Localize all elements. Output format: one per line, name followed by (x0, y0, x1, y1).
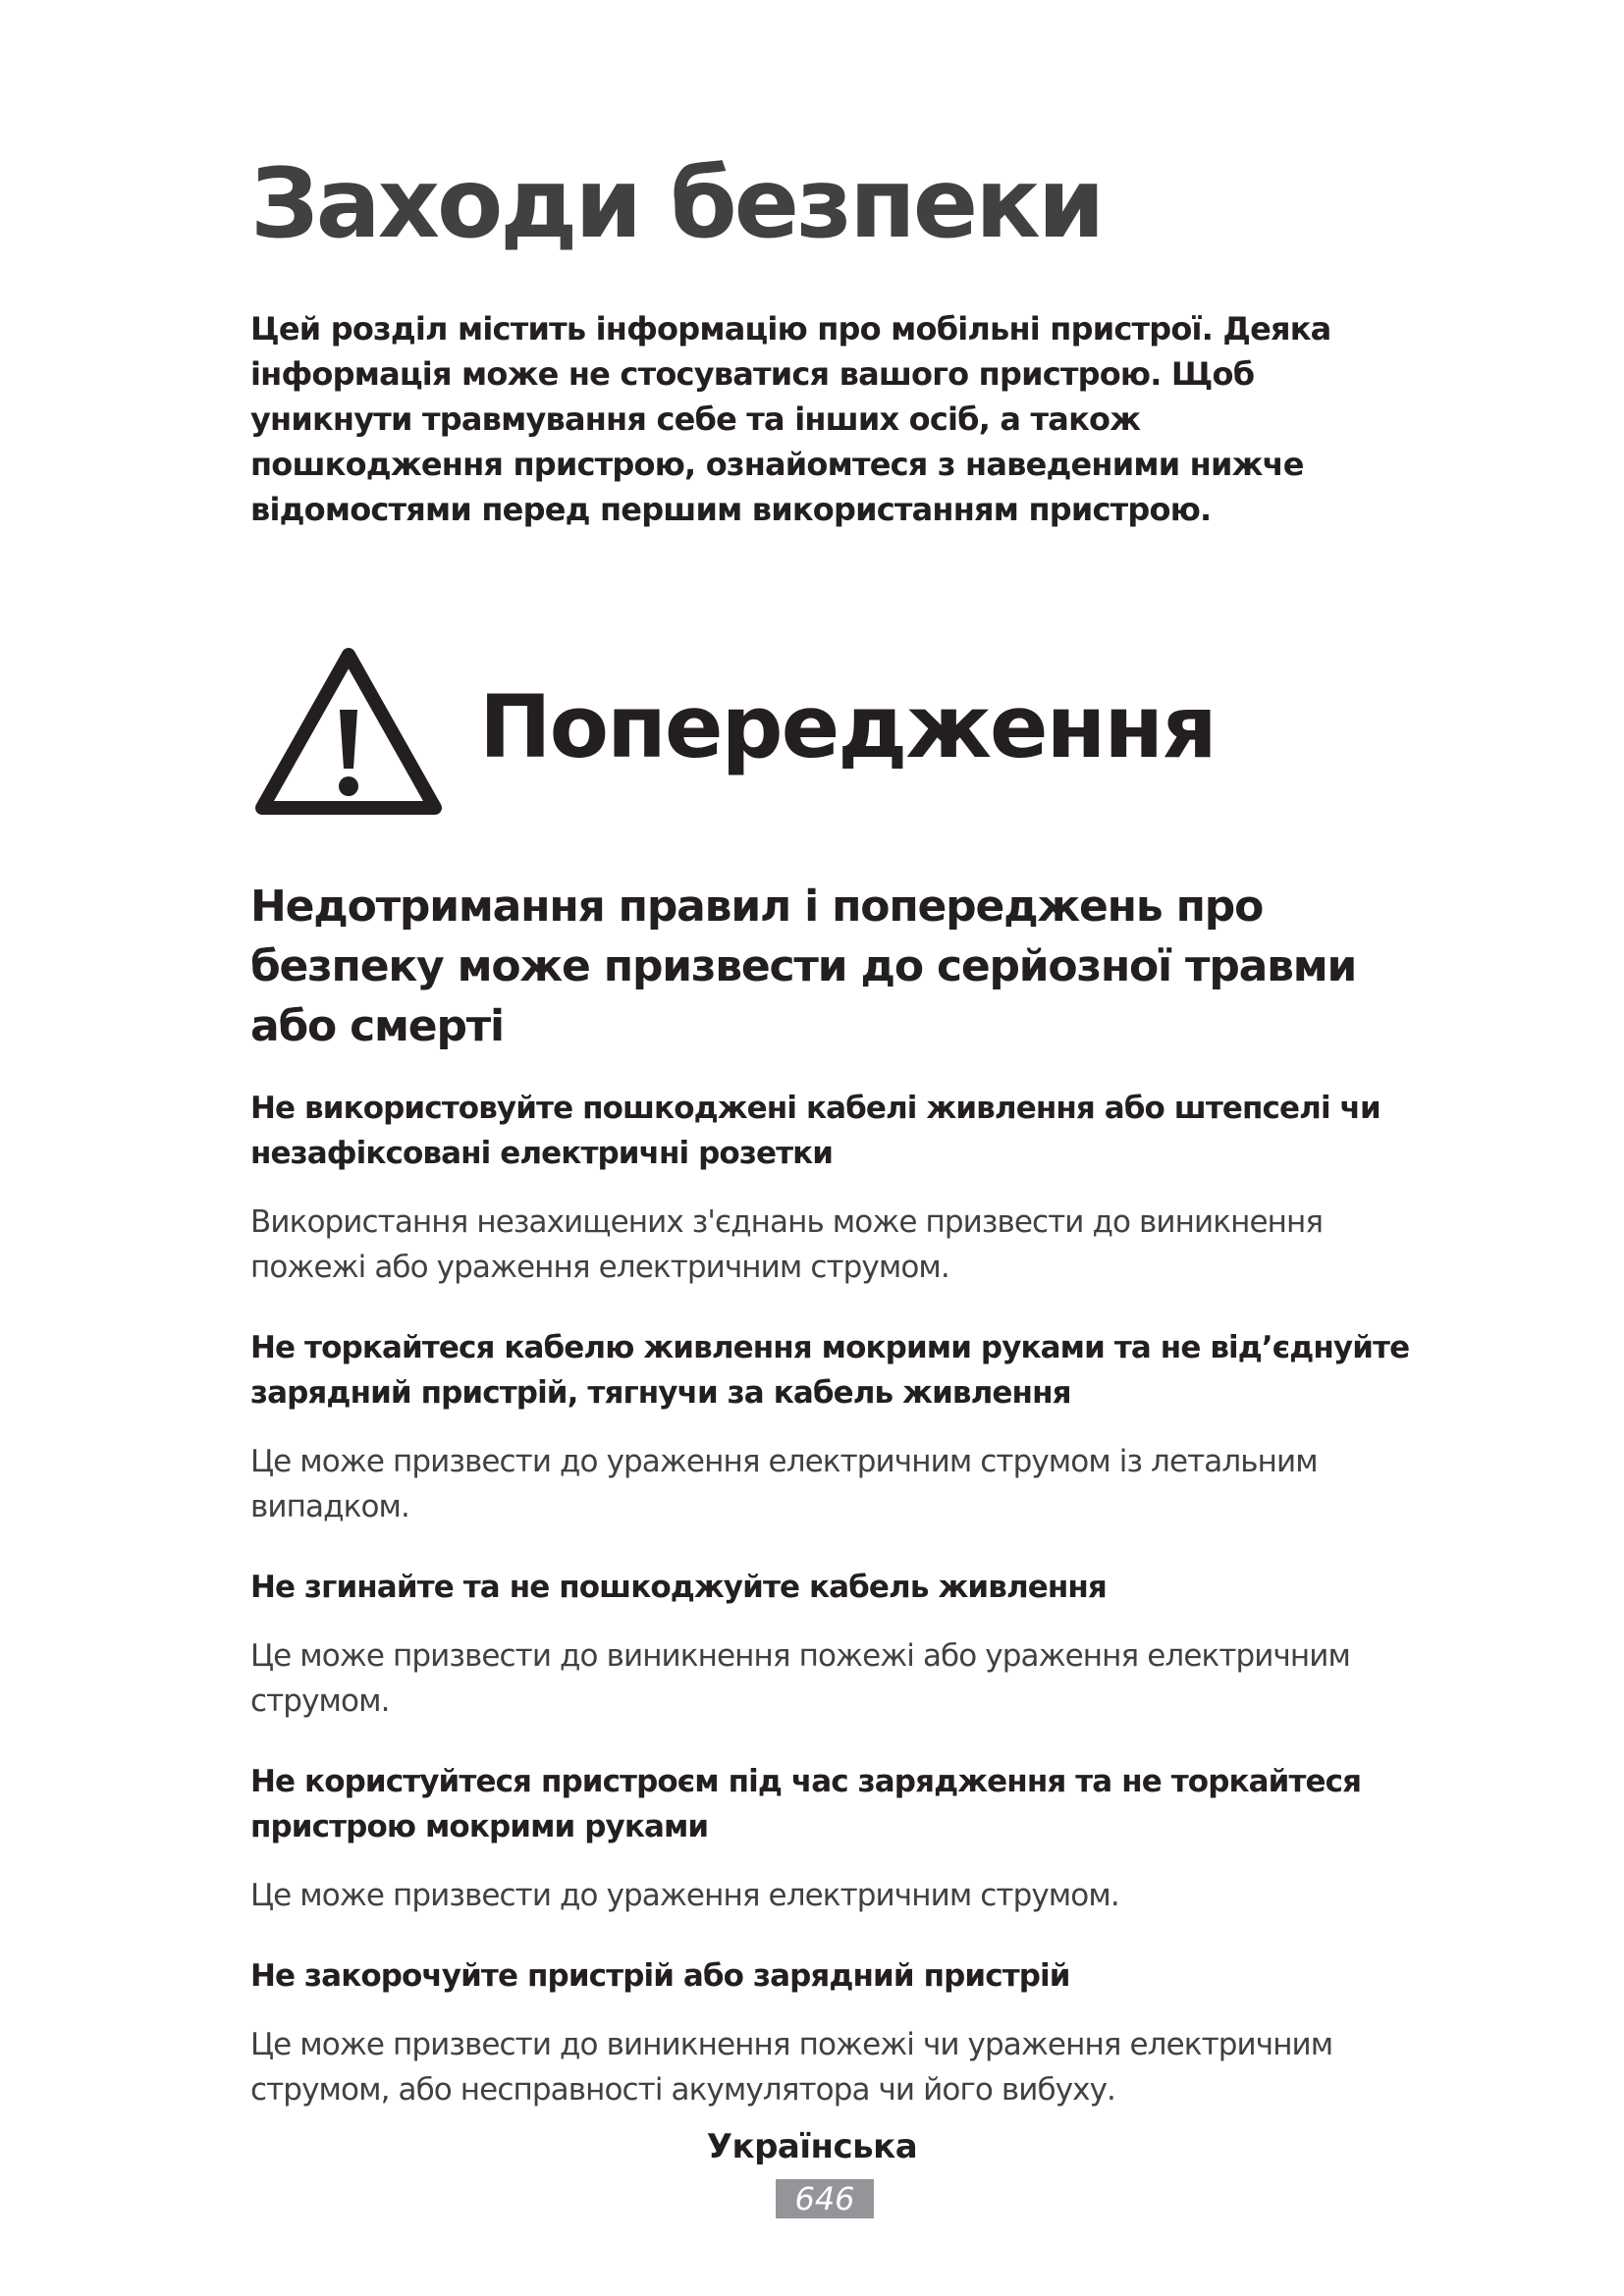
rule-body: Це може призвести до виникнення пожежі чи ураження електричним струмом, або несправності акумулятора чи його вибуху. (250, 2027, 1333, 2108)
rule-heading: Не закорочуйте пристрій або зарядний пристрій (250, 1958, 1070, 1994)
rule-heading: Не торкайтеся кабелю живлення мокрими руками та не від’єднуйте зарядний пристрій, тягнучи за кабель живлення (250, 1330, 1410, 1411)
warning-triangle-icon (250, 643, 447, 820)
rule-body: Використання незахищених з'єднань може призвести до виникнення пожежі або ураження електричним струмом. (250, 1204, 1324, 1285)
rule-body: Це може призвести до ураження електричним струмом із летальним випадком. (250, 1444, 1318, 1524)
rule-heading: Не користуйтеся пристроєм під час зарядження та не торкайтеся пристрою мокрими руками (250, 1764, 1362, 1844)
page-number: 646 (776, 2179, 874, 2218)
warning-title: Попередження (479, 676, 1216, 777)
section-heading: Недотримання правил і попереджень про безпеку може призвести до серйозної травми або смерті (250, 881, 1357, 1051)
rule-heading: Не згинайте та не пошкоджуйте кабель живлення (250, 1570, 1107, 1605)
intro-paragraph: Цей розділ містить інформацію про мобільні пристрої. Деяка інформація може не стосуватися вашого пристрою. Щоб уникнути травмування себе та інших осіб, а також пошкодження пристрою, ознайомтеся з наведеними нижче відомостями перед першим використанням пристрою. (250, 310, 1331, 528)
rule-body: Це може призвести до виникнення пожежі або ураження електричним струмом. (250, 1638, 1351, 1719)
page-title: Заходи безпеки (250, 148, 1103, 260)
rule-heading: Не використовуйте пошкоджені кабелі живлення або штепселі чи незафіксовані електричні розетки (250, 1091, 1380, 1171)
rule-body: Це може призвести до ураження електричним струмом. (250, 1878, 1119, 1913)
footer-language: Українська (706, 2127, 918, 2166)
